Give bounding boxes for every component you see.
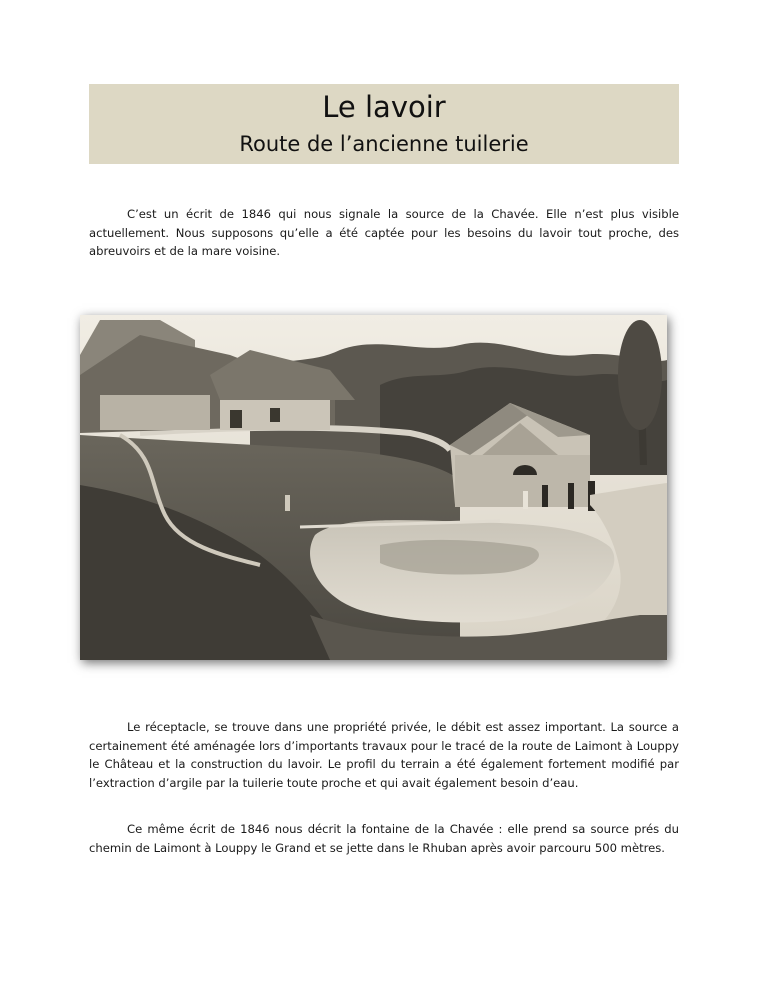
lavoir-photo xyxy=(80,315,667,660)
paragraph-fontaine xyxy=(89,820,679,857)
paragraph-intro xyxy=(89,205,679,261)
paragraph-receptacle xyxy=(89,718,679,792)
page-subtitle: Route de l’ancienne tuilerie xyxy=(239,132,529,156)
title-banner xyxy=(89,84,679,164)
paragraph-fontaine-text: Ce même écrit de 1846 nous décrit la fontaine de la Chavée : elle prend sa source prés du chemin de Laimont à Louppy le Grand et se jette dans le Rhuban après avoir parcouru 500 mètres. xyxy=(89,822,679,855)
paragraph-receptacle-text: Le réceptacle, se trouve dans une propriété privée, le débit est assez important. La source a certainement été aménagée lors d’importants travaux pour le tracé de la route de Laimont à Louppy le Château et la construction du lavoir. Le profil du terrain a été également fortement modifié par l’extraction d’argile par la tuilerie toute proche et qui avait également besoin d’eau. xyxy=(89,720,679,790)
paragraph-intro-text: C’est un écrit de 1846 qui nous signale la source de la Chavée. Elle n’est plus visible actuellement. Nous supposons qu’elle a été captée pour les besoins du lavoir tout proche, des abreuvoirs et de la mare voisine. xyxy=(89,207,679,258)
page-title: Le lavoir xyxy=(322,90,446,124)
